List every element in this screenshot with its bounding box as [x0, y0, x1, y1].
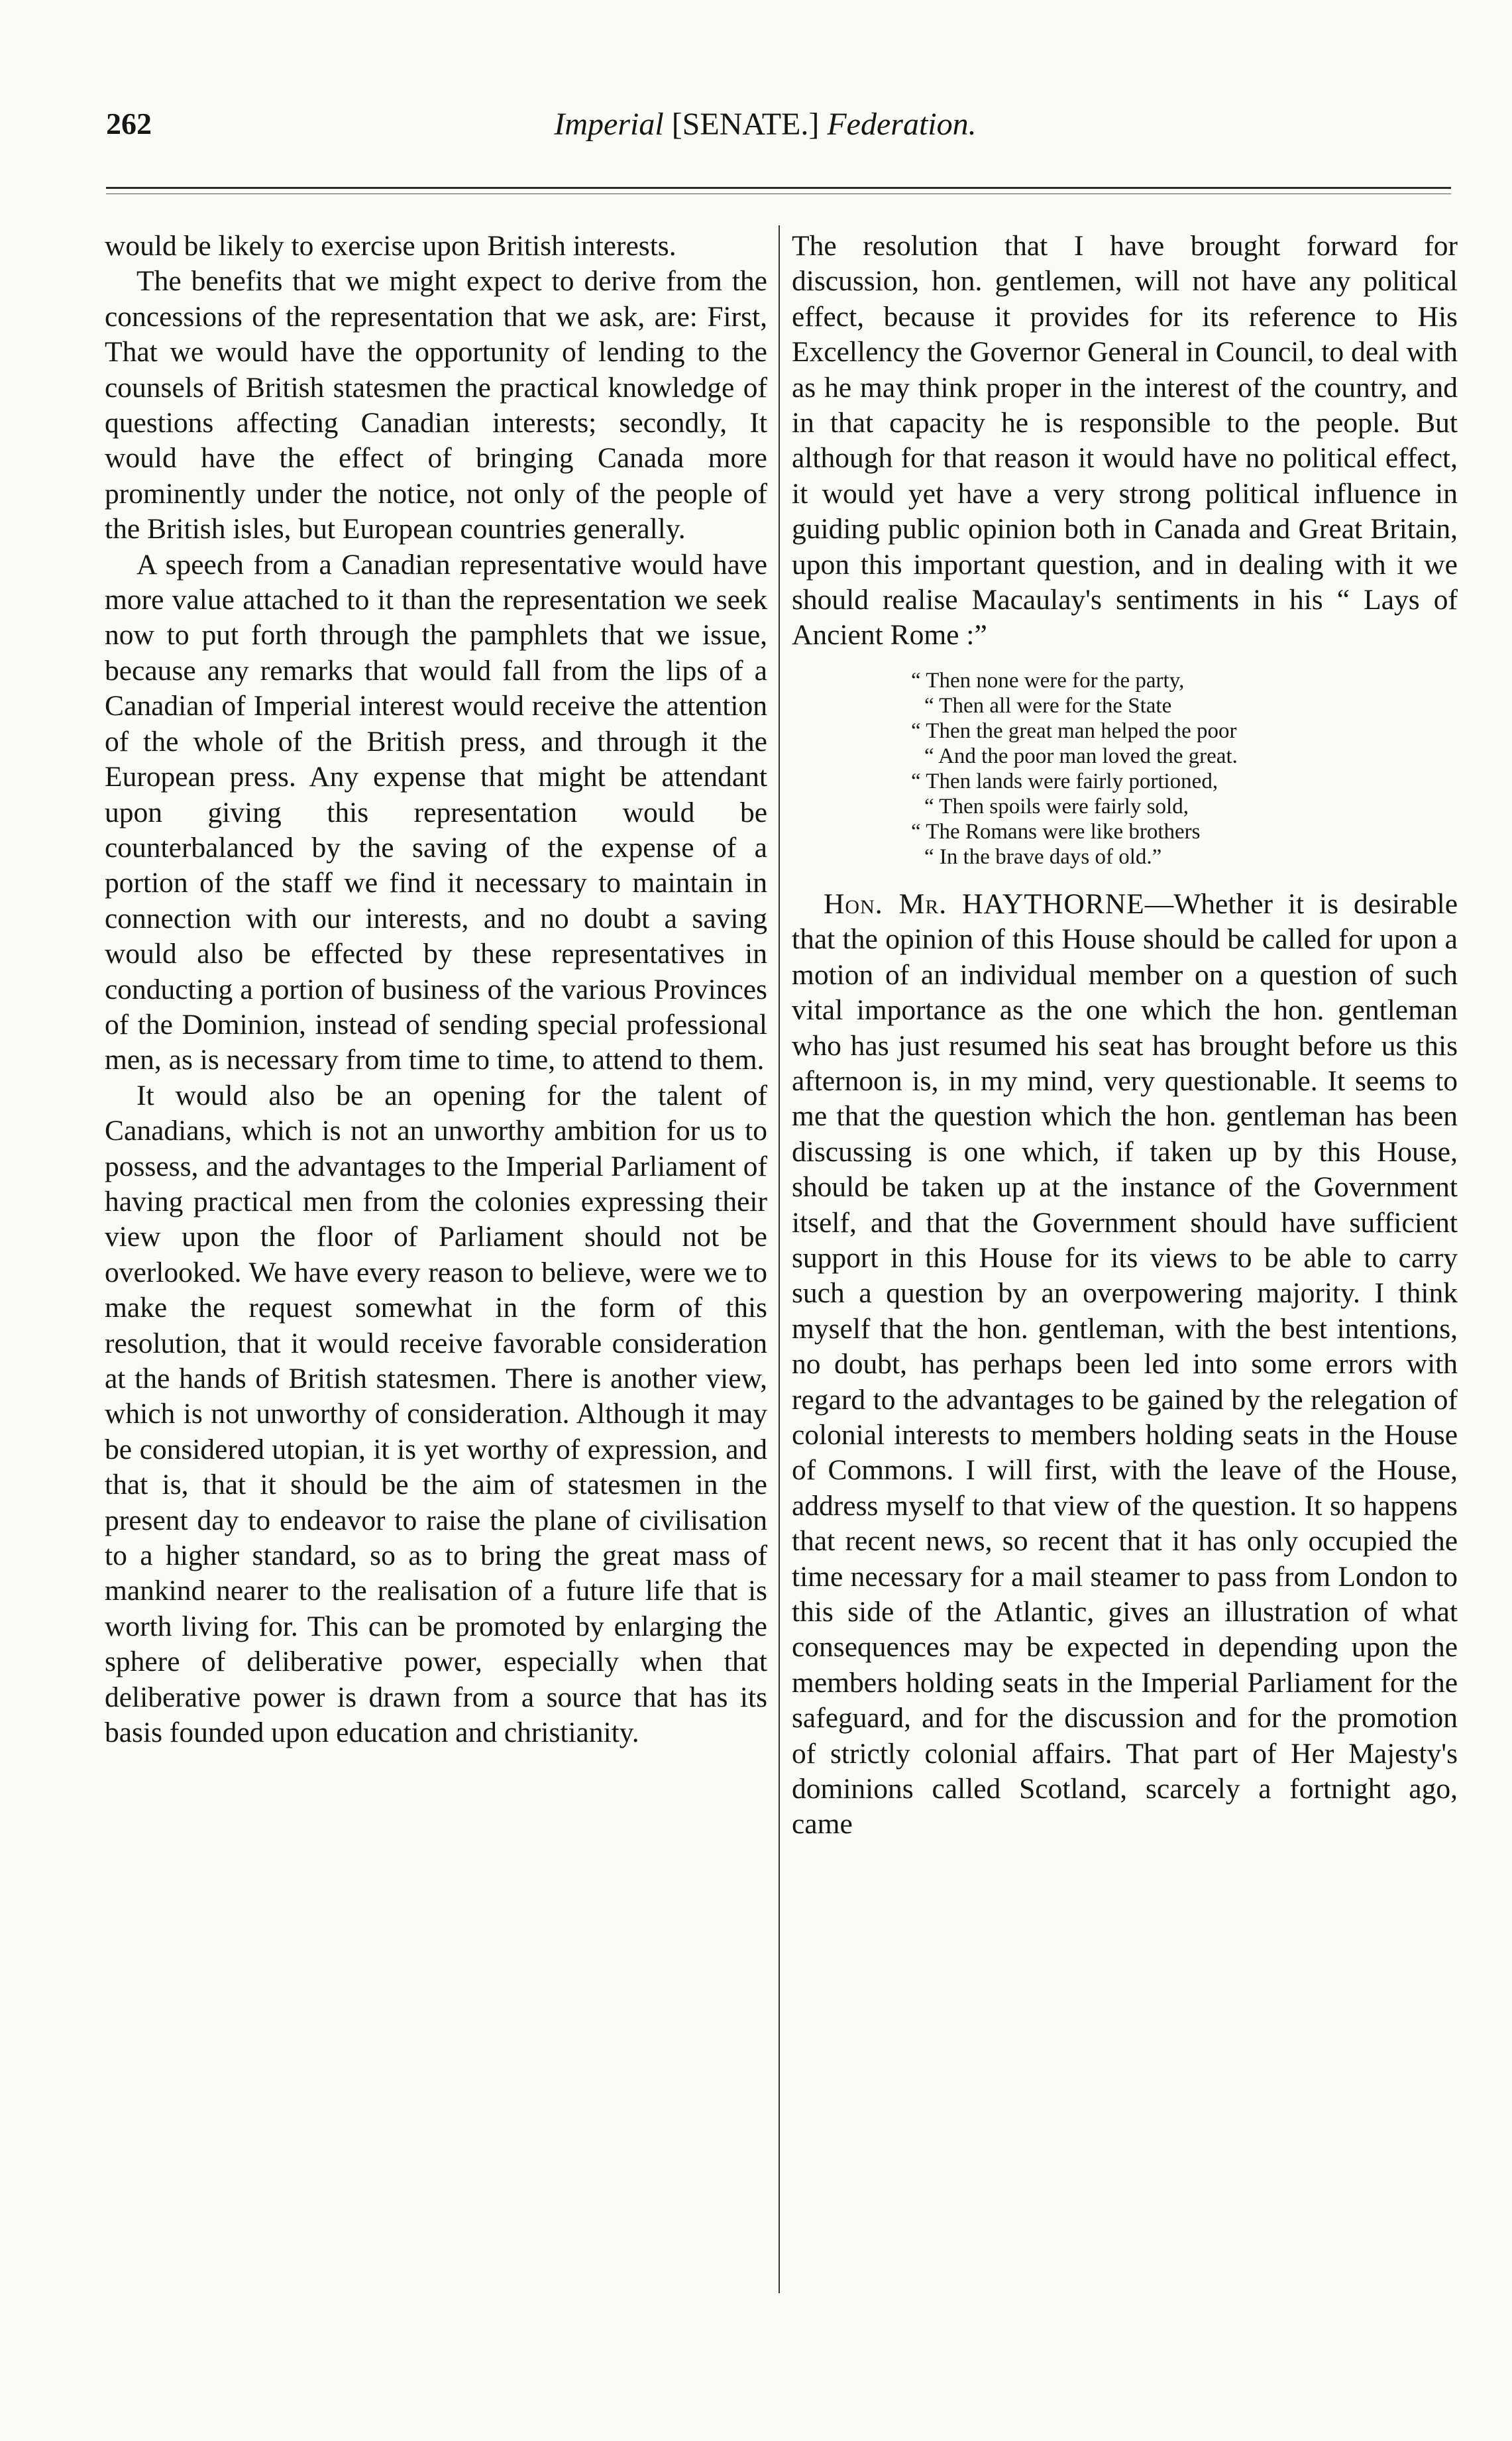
poem-quotation: [792, 668, 1458, 870]
poem-line: “ Then the great man helped the poor: [911, 718, 1237, 743]
page-header: [106, 99, 1425, 159]
column-divider: [779, 225, 780, 2293]
poem-line: “ The Romans were like brothers: [911, 819, 1201, 844]
left-paragraph: A speech from a Canadian representative would have more value attached to it than the representation we seek now to put forth through the pamphlets that we issue, because any remarks that would fall from the lips of a Canadian of Imperial interest would receive the attention of the whole of the British press, and through it the European press. Any expense that might be attendant upon giving this representation would be counterbalanced by the saving of the expense of a portion of the staff we find it necessary to maintain in connection with our interests, and no doubt a saving would also be effected by these representatives in conducting a portion of business of the various Provinces of the Dominion, instead of sending special professional men, as is necessary from time to time, to attend to them.: [105, 548, 767, 1076]
speech-paragraph: [792, 887, 1458, 1843]
running-title-imperial: Imperial: [554, 107, 664, 142]
running-title-chamber: [SENATE.]: [671, 107, 820, 142]
poem-line: “ Then all were for the State: [924, 693, 1172, 718]
left-paragraph: It would also be an opening for the talent of Canadians, which is not an unworthy ambition for us to possess, and the advantages to the Imperial Parliament of having practical men from the colonies expressing their view upon the floor of Parliament should not be overlooked. We have every reason to believe, were we to make the request somewhat in the form of this resolution, that it would receive favorable consideration at the hands of British statesmen. There is another view, which is not unworthy of consideration. Although it may be considered utopian, it is yet worthy of expression, and that is, that it should be the aim of statesmen in the present day to endeavor to raise the plane of civilisation to a higher standard, so as to bring the great mass of mankind nearer to the realisation of a future life that is worth living for. This can be promoted by enlarging the sphere of deliberative power, especially when that deliberative power is drawn from a source that has its basis founded upon education and christianity.: [105, 1079, 767, 1749]
speaker-title: Hon. Mr.: [824, 887, 947, 920]
poem-line: “ In the brave days of old.”: [924, 844, 1162, 869]
left-column: [105, 229, 767, 2310]
speaker-name: HAYTHORNE: [962, 887, 1145, 920]
right-column: [792, 229, 1458, 2310]
running-title: [106, 106, 1425, 142]
right-intro-paragraph: The resolution that I have brought forward for discussion, hon. gentlemen, will not have any political effect, because it provides for its reference to His Excellency the Governor General in Council, to deal with as he may think proper in the interest of the country, and in that capacity he is responsible to the people. But although for that reason it would have no political effect, it would yet have a very strong political influence in guiding public opinion both in Canada and Great Britain, upon this important question, and in dealing with it we should realise Macaulay's sentiments in his “ Lays of Ancient Rome :”: [792, 230, 1458, 652]
page-number: 262: [106, 107, 152, 141]
poem-line: “ Then spoils were fairly sold,: [924, 794, 1189, 819]
left-paragraph: The benefits that we might expect to derive from the concessions of the representation that we ask, are: First, That we would have the opportunity of lending to the counsels of British statesmen the practical knowledge of questions affecting Canadian interests; secondly, It would have the effect of bringing Canada more prominently under the notice, not only of the people of the British isles, but European countries generally.: [105, 265, 767, 545]
poem-line: “ And the poor man loved the great.: [924, 744, 1238, 768]
speech-text: —Whether it is desirable that the opinion of this House should be called for upon a motion of an individual member on a question of such vital importance as the one which the hon. gentleman who has just resumed his seat has brought before us this afternoon is, in my mind, very questionable. It seems to me that the question which the hon. gentleman has been discussing is one which, if taken up by this House, should be taken up at the instance of the Government itself, and that the Government should have sufficient support in this House for its views to be able to carry such a question by an overpowering majority. I think myself that the hon. gentleman, with the best intentions, no doubt, has perhaps been led into some errors with regard to the advantages to be gained by the relegation of colonial interests to members holding seats in the House of Commons. I will first, with the leave of the House, address myself to that view of the question. It so happens that recent news, so recent that it has only occupied the time necessary for a mail steamer to pass from London to this side of the Atlantic, gives an illustration of what consequences may be expected in depending upon the members holding seats in the Imperial Parliament for the safeguard, and for the discussion and for the promotion of strictly colonial affairs. That part of Her Majesty's dominions called Scotland, scarcely a fortnight ago, came: [792, 887, 1458, 1841]
header-rule: [106, 187, 1451, 189]
running-title-federation: Federation.: [827, 107, 977, 142]
poem-line: “ Then none were for the party,: [911, 668, 1185, 693]
poem-line: “ Then lands were fairly portioned,: [911, 769, 1218, 793]
left-paragraph: would be likely to exercise upon British interests.: [105, 230, 676, 262]
